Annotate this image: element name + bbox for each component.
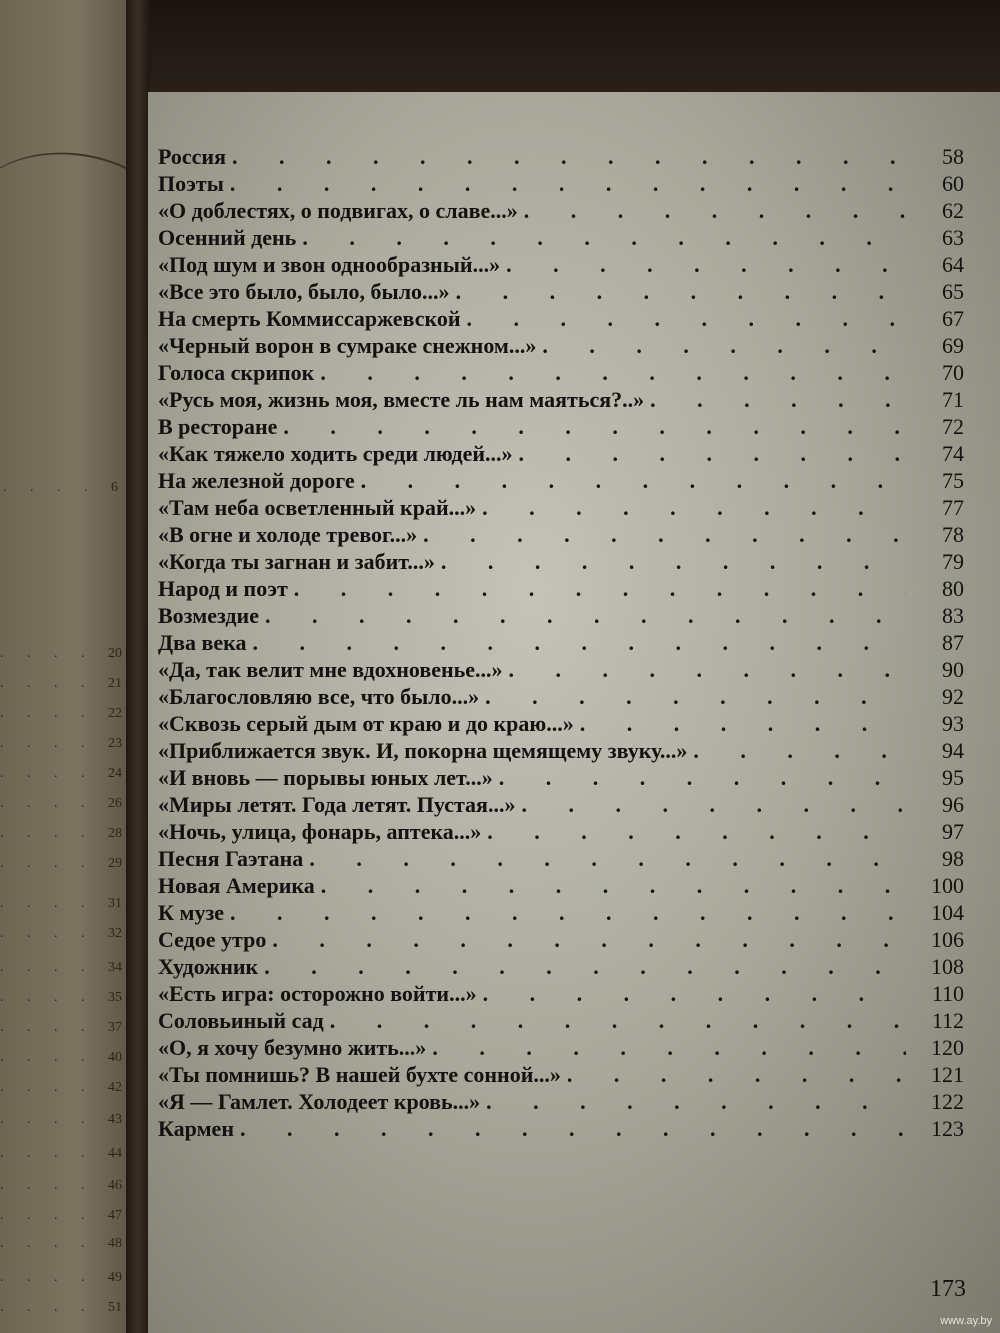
left-page-number: [0, 480, 118, 496]
dot-leader: . . . .: [0, 960, 108, 975]
dot-leader: [423, 522, 906, 548]
toc-entry-page: 83: [942, 603, 964, 628]
left-page-number: [0, 1020, 122, 1036]
toc-entry-page: 65: [942, 279, 964, 304]
dot-leader: [506, 252, 906, 278]
left-page-number-value: 35: [108, 990, 122, 1005]
toc-entry: [158, 333, 964, 360]
toc-entry-page: 75: [942, 468, 964, 493]
toc-entry: [158, 144, 964, 171]
toc-entry: [158, 765, 964, 792]
toc-entry-page: 74: [942, 441, 964, 466]
toc-entry: [158, 846, 964, 873]
toc-entry-page: 120: [931, 1035, 964, 1060]
dot-leader: [232, 144, 906, 170]
toc-entry: [158, 576, 964, 603]
dot-leader: . . . .: [0, 1270, 108, 1285]
toc-entry: [158, 252, 964, 279]
toc-entry-page: 71: [942, 387, 964, 412]
toc-entry-page: 62: [942, 198, 964, 223]
toc-entry-title: «О, я хочу безумно жить...»: [158, 1035, 427, 1060]
toc-entry-title: К музе: [158, 900, 225, 925]
toc-entry-page: 90: [942, 657, 964, 682]
left-page-number-value: 23: [108, 736, 122, 751]
left-page-number-value: 43: [108, 1112, 122, 1127]
toc-entry-title: Народ и поэт: [158, 576, 288, 601]
dot-leader: . . . .: [0, 856, 108, 871]
left-page: [0, 0, 130, 1333]
dot-leader: [361, 468, 906, 494]
left-page-number: [0, 990, 122, 1006]
toc-entry-title: На смерть Коммиссаржевской: [158, 306, 461, 331]
toc-entry-page: 100: [931, 873, 964, 898]
dot-leader: [485, 684, 906, 710]
toc-entry-title: «Ты помнишь? В нашей бухте сонной...»: [158, 1062, 561, 1087]
toc-entry-page: 112: [931, 1008, 964, 1033]
toc-entry: [158, 1008, 964, 1035]
left-page-number-value: 20: [108, 646, 122, 661]
toc-entry-title: «Есть игра: осторожно войти...»: [158, 981, 477, 1006]
toc-entry-title: «Ночь, улица, фонарь, аптека...»: [158, 819, 482, 844]
toc-entry: [158, 927, 964, 954]
dot-leader: [482, 495, 906, 521]
toc-entry-title: «О доблестях, о подвигах, о славе...»: [158, 198, 518, 223]
left-page-number: [0, 1050, 122, 1066]
toc-entry: [158, 414, 964, 441]
toc-entry-page: 106: [931, 927, 964, 952]
dot-leader: [272, 927, 906, 953]
toc-entry: [158, 657, 964, 684]
dot-leader: . . . .: [0, 1208, 108, 1223]
toc-entry-page: 87: [942, 630, 964, 655]
toc-entry-title: Художник: [158, 954, 259, 979]
dot-leader: [330, 1008, 906, 1034]
toc-entry: [158, 171, 964, 198]
toc-entry: [158, 819, 964, 846]
left-page-number-value: 42: [108, 1080, 122, 1095]
toc-entry-title: Песня Гаэтана: [158, 846, 304, 871]
left-page-number-value: 26: [108, 796, 122, 811]
toc-entry-title: «Когда ты загнан и забит...»: [158, 549, 435, 574]
dot-leader: [294, 576, 906, 602]
toc-entry: [158, 900, 964, 927]
toc-entry-page: 121: [931, 1062, 964, 1087]
dot-leader: . . . .: [0, 736, 108, 751]
toc-entry-page: 67: [942, 306, 964, 331]
left-page-number: [0, 1080, 122, 1096]
dot-leader: [580, 711, 906, 737]
table-of-contents: [158, 144, 964, 1143]
toc-entry: [158, 360, 964, 387]
dot-leader: [309, 846, 906, 872]
dot-leader: . . . .: [0, 766, 108, 781]
toc-entry-page: 104: [931, 900, 964, 925]
dot-leader: . . . .: [0, 1300, 108, 1315]
toc-entry-title: «Миры летят. Года летят. Пустая...»: [158, 792, 516, 817]
left-page-number-value: 28: [108, 826, 122, 841]
toc-entry: [158, 495, 964, 522]
dot-leader: [253, 630, 906, 656]
dot-leader: [693, 738, 906, 764]
left-page-number: [0, 766, 122, 782]
left-page-number: [0, 826, 122, 842]
toc-entry-page: 96: [942, 792, 964, 817]
dot-leader: . . . .: [0, 1236, 108, 1251]
toc-entry-page: 123: [931, 1116, 964, 1141]
toc-entry-title: «Русь моя, жизнь моя, вместе ль нам маяться?..»: [158, 387, 645, 412]
toc-entry: [158, 873, 964, 900]
dot-leader: [487, 819, 906, 845]
left-page-number: [0, 1208, 122, 1224]
toc-entry-title: «Я — Гамлет. Холодеет кровь...»: [158, 1089, 481, 1114]
left-page-number: [0, 1270, 122, 1286]
dot-leader: . . . .: [0, 926, 108, 941]
dot-leader: [542, 333, 906, 359]
left-page-number: [0, 1146, 122, 1162]
dot-leader: [320, 360, 906, 386]
toc-entry: [158, 981, 964, 1008]
left-page-number-value: 21: [108, 676, 122, 691]
dot-leader: [456, 279, 906, 305]
dot-leader: . . . .: [3, 480, 111, 495]
toc-entry: [158, 387, 964, 414]
toc-entry-title: Два века: [158, 630, 247, 655]
left-page-number: [0, 1236, 122, 1252]
toc-entry-page: 60: [942, 171, 964, 196]
toc-entry: [158, 279, 964, 306]
dot-leader: . . . .: [0, 1178, 108, 1193]
dot-leader: [230, 900, 906, 926]
dot-leader: [240, 1116, 906, 1142]
left-page-number-value: 37: [108, 1020, 122, 1035]
toc-entry-page: 77: [942, 495, 964, 520]
toc-entry-page: 97: [942, 819, 964, 844]
dot-leader: . . . .: [0, 676, 108, 691]
toc-entry: [158, 954, 964, 981]
toc-entry-page: 80: [942, 576, 964, 601]
toc-entry: [158, 1116, 964, 1143]
toc-entry-page: 63: [942, 225, 964, 250]
toc-entry-page: 79: [942, 549, 964, 574]
dot-leader: [265, 603, 906, 629]
dot-leader: [467, 306, 906, 332]
toc-entry: [158, 1062, 964, 1089]
left-page-number: [0, 736, 122, 752]
dot-leader: [432, 1035, 906, 1061]
toc-entry: [158, 225, 964, 252]
dot-leader: . . . .: [0, 1146, 108, 1161]
toc-entry-title: Соловьиный сад: [158, 1008, 324, 1033]
toc-entry: [158, 549, 964, 576]
toc-entry-title: «Под шум и звон однообразный...»: [158, 252, 501, 277]
left-page-number-value: 6: [111, 480, 118, 495]
toc-entry-title: Голоса скрипок: [158, 360, 315, 385]
left-page-number-value: 44: [108, 1146, 122, 1161]
toc-entry-page: 64: [942, 252, 964, 277]
dot-leader: [441, 549, 906, 575]
dot-leader: [650, 387, 906, 413]
toc-entry-page: 110: [931, 981, 964, 1006]
toc-entry-title: Кармен: [158, 1116, 234, 1141]
toc-entry: [158, 1035, 964, 1062]
left-page-number: [0, 926, 122, 942]
toc-entry-title: «Как тяжело ходить среди людей...»: [158, 441, 513, 466]
toc-entry-page: 98: [942, 846, 964, 871]
toc-entry-title: Осенний день: [158, 225, 297, 250]
dot-leader: . . . .: [0, 646, 108, 661]
toc-entry: [158, 684, 964, 711]
dot-leader: [302, 225, 906, 251]
toc-entry-title: Возмездие: [158, 603, 259, 628]
left-page-number-value: 31: [108, 896, 122, 911]
toc-entry-page: 94: [942, 738, 964, 763]
toc-entry: [158, 630, 964, 657]
left-page-number: [0, 1178, 122, 1194]
dot-leader: [567, 1062, 906, 1088]
toc-entry: [158, 468, 964, 495]
toc-entry-title: «В огне и холоде тревог...»: [158, 522, 418, 547]
toc-entry-title: «Черный ворон в сумраке снежном...»: [158, 333, 537, 358]
left-page-number-value: 47: [108, 1208, 122, 1223]
background-shadow: [150, 0, 1000, 100]
dot-leader: [483, 981, 906, 1007]
toc-entry-title: В ресторане: [158, 414, 278, 439]
toc-entry-page: 58: [942, 144, 964, 169]
dot-leader: [283, 414, 906, 440]
toc-entry-title: «Все это было, было, было...»: [158, 279, 450, 304]
left-page-number: [0, 1300, 122, 1316]
toc-entry: [158, 711, 964, 738]
toc-entry-title: «Приближается звук. И, покорна щемящему звуку...»: [158, 738, 688, 763]
toc-entry-title: На железной дороге: [158, 468, 355, 493]
toc-entry: [158, 792, 964, 819]
toc-entry-page: 78: [942, 522, 964, 547]
toc-entry: [158, 522, 964, 549]
left-page-number-value: 32: [108, 926, 122, 941]
toc-entry-page: 93: [942, 711, 964, 736]
dot-leader: . . . .: [0, 706, 108, 721]
dot-leader: [230, 171, 906, 197]
toc-entry-page: 69: [942, 333, 964, 358]
toc-entry-title: «Сквозь серый дым от краю и до краю...»: [158, 711, 574, 736]
toc-entry: [158, 603, 964, 630]
left-page-number-value: 46: [108, 1178, 122, 1193]
toc-entry-title: Россия: [158, 144, 226, 169]
dot-leader: . . . .: [0, 990, 108, 1005]
left-page-number: [0, 796, 122, 812]
toc-entry: [158, 198, 964, 225]
toc-entry-page: 72: [942, 414, 964, 439]
dot-leader: [499, 765, 906, 791]
toc-entry-page: 122: [931, 1089, 964, 1114]
dot-leader: . . . .: [0, 896, 108, 911]
dot-leader: [519, 441, 906, 467]
left-page-number-value: 40: [108, 1050, 122, 1065]
dot-leader: . . . .: [0, 1050, 108, 1065]
toc-entry-title: Поэты: [158, 171, 224, 196]
page-number: 173: [930, 1276, 966, 1302]
left-page-number: [0, 960, 122, 976]
toc-entry-title: «И вновь — порывы юных лет...»: [158, 765, 493, 790]
toc-entry-title: Седое утро: [158, 927, 267, 952]
left-page-number-value: 51: [108, 1300, 122, 1315]
left-page-number: [0, 896, 122, 912]
watermark: www.ay.by: [940, 1315, 992, 1327]
left-page-number: [0, 1112, 122, 1128]
left-page-number: [0, 856, 122, 872]
left-page-number-value: 48: [108, 1236, 122, 1251]
left-page-number-value: 22: [108, 706, 122, 721]
dot-leader: [521, 792, 906, 818]
dot-leader: [509, 657, 906, 683]
toc-entry: [158, 441, 964, 468]
left-page-number-value: 49: [108, 1270, 122, 1285]
left-page-number: [0, 646, 122, 662]
dot-leader: [264, 954, 906, 980]
dot-leader: [321, 873, 906, 899]
toc-entry-page: 95: [942, 765, 964, 790]
toc-entry-page: 70: [942, 360, 964, 385]
toc-entry-title: «Благословляю все, что было...»: [158, 684, 480, 709]
dot-leader: . . . .: [0, 796, 108, 811]
dot-leader: . . . .: [0, 826, 108, 841]
dot-leader: . . . .: [0, 1112, 108, 1127]
toc-entry: [158, 738, 964, 765]
dot-leader: [524, 198, 906, 224]
toc-entry-title: «Да, так велит мне вдохновенье...»: [158, 657, 503, 682]
toc-entry-page: 108: [931, 954, 964, 979]
toc-entry-title: «Там неба осветленный край...»: [158, 495, 477, 520]
dot-leader: . . . .: [0, 1020, 108, 1035]
left-page-number-value: 29: [108, 856, 122, 871]
left-page-number: [0, 706, 122, 722]
dot-leader: . . . .: [0, 1080, 108, 1095]
toc-entry-page: 92: [942, 684, 964, 709]
toc-entry: [158, 1089, 964, 1116]
left-page-number-value: 24: [108, 766, 122, 781]
toc-entry-title: Новая Америка: [158, 873, 315, 898]
left-page-number-value: 34: [108, 960, 122, 975]
toc-entry: [158, 306, 964, 333]
dot-leader: [486, 1089, 906, 1115]
left-page-number: [0, 676, 122, 692]
left-page-numbers: [0, 0, 130, 1333]
